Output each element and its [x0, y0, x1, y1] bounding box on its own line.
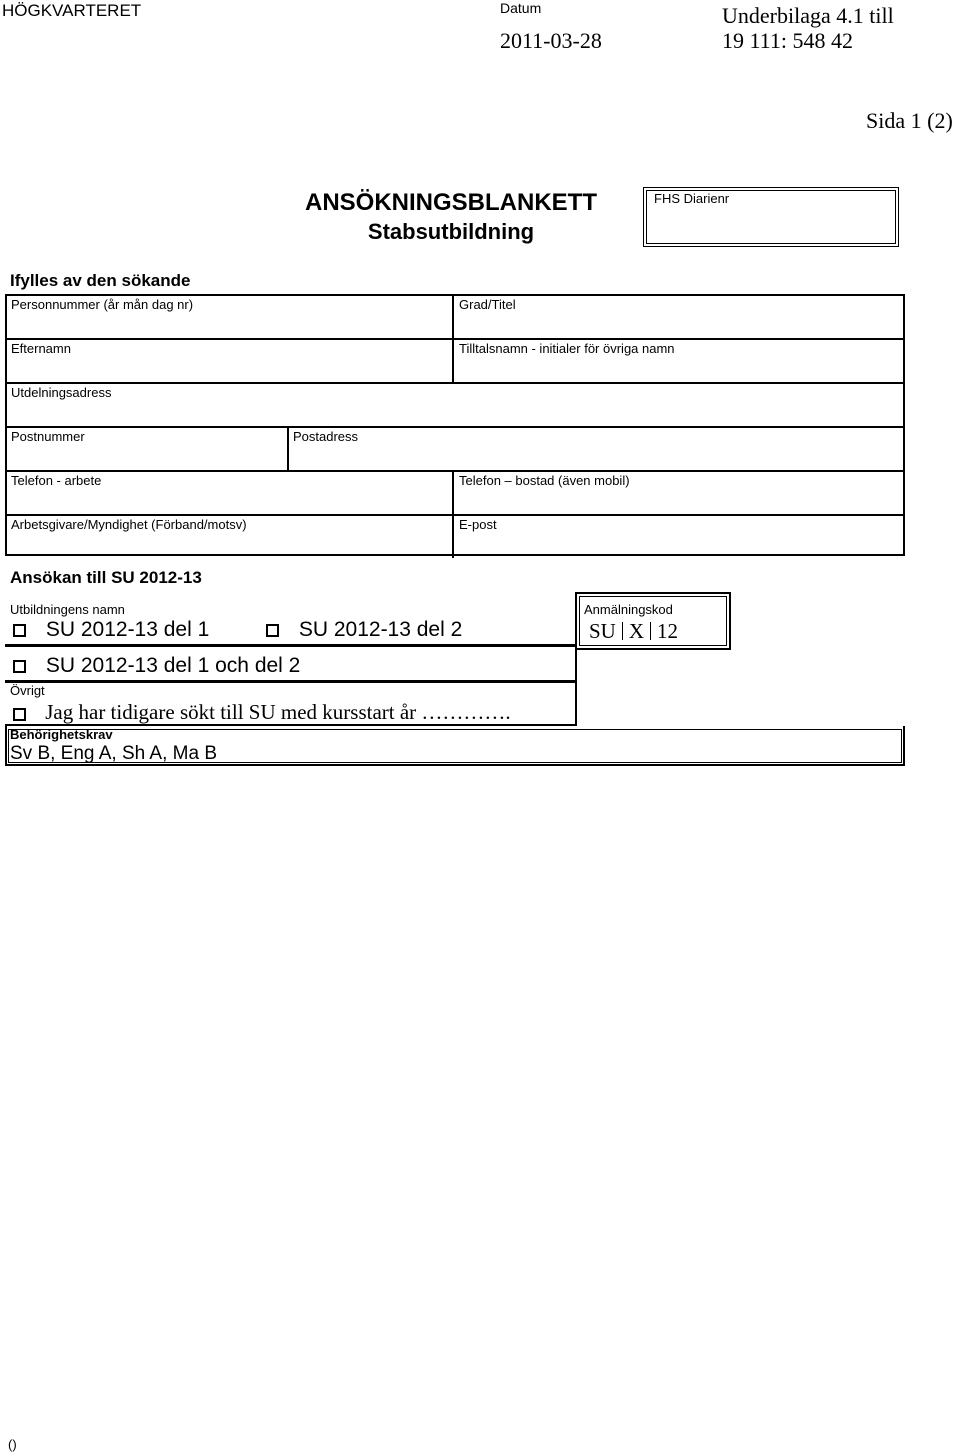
diarie-number-field[interactable] [643, 187, 899, 247]
code-separator [650, 622, 651, 640]
code-part-3: 12 [657, 619, 679, 643]
requirements-label: Behörighetskrav [10, 727, 113, 742]
organization-name: HÖGKVARTERET [2, 1, 142, 20]
checkbox-icon[interactable] [13, 660, 26, 673]
efternamn-label: Efternamn [11, 341, 71, 356]
code-part-1: SU [589, 619, 616, 643]
postnummer-field[interactable] [7, 428, 287, 470]
utdelningsadress-field[interactable] [7, 384, 903, 426]
previous-application-option[interactable] [13, 700, 511, 725]
reference-line-1: Underbilaga 4.1 till [722, 3, 894, 28]
option-del-1-och-2-label: SU 2012-13 del 1 och del 2 [45, 654, 301, 677]
checkbox-icon[interactable] [13, 624, 26, 637]
epost-label: E-post [459, 517, 497, 532]
telefon-bostad-field[interactable] [454, 472, 903, 514]
page-number: Sida 1 (2) [866, 108, 953, 133]
checkbox-icon[interactable] [266, 624, 279, 637]
arbetsgivare-field[interactable] [7, 516, 452, 556]
code-part-2: X [628, 619, 645, 643]
applicant-details-grid [5, 294, 905, 556]
option-del-1-label: SU 2012-13 del 1 [45, 618, 210, 641]
footer-text: () [8, 1437, 17, 1452]
option-del-2-label: SU 2012-13 del 2 [298, 618, 463, 641]
application-section-title: Ansökan till SU 2012-13 [10, 568, 202, 587]
option-del-1[interactable] [13, 618, 209, 642]
personnummer-label: Personnummer (år mån dag nr) [11, 297, 194, 312]
utdelningsadress-label: Utdelningsadress [11, 385, 112, 400]
date-label: Datum [500, 0, 542, 16]
registration-code-label: Anmälningskod [584, 602, 673, 617]
tilltalsnamn-field[interactable] [454, 340, 903, 382]
postadress-label: Postadress [293, 429, 359, 444]
option-del-2[interactable] [266, 618, 462, 642]
previous-application-label: Jag har tidigare sökt till SU med kursstart år …………. [45, 700, 511, 724]
reference-line-2: 19 111: 548 42 [722, 28, 853, 53]
telefon-arbete-label: Telefon - arbete [11, 473, 102, 488]
code-separator [622, 622, 623, 640]
arbetsgivare-label: Arbetsgivare/Myndighet (Förband/motsv) [11, 517, 247, 532]
personnummer-field[interactable] [7, 296, 452, 338]
option-del-1-och-2[interactable] [13, 654, 300, 678]
grad-titel-field[interactable] [454, 296, 903, 338]
form-title: ANSÖKNINGSBLANKETT [305, 189, 597, 216]
checkbox-icon[interactable] [13, 708, 26, 721]
tilltalsnamn-label: Tilltalsnamn - initialer för övriga namn [459, 341, 675, 356]
applicant-section-title: Ifylles av den sökande [10, 271, 191, 290]
form-subtitle: Stabsutbildning [367, 219, 535, 244]
date-value: 2011-03-28 [500, 28, 602, 53]
telefon-arbete-field[interactable] [7, 472, 452, 514]
course-name-label: Utbildningens namn [10, 602, 125, 617]
registration-code-box [575, 592, 731, 650]
telefon-bostad-label: Telefon – bostad (även mobil) [459, 473, 630, 488]
grad-titel-label: Grad/Titel [459, 297, 516, 312]
efternamn-field[interactable] [7, 340, 452, 382]
other-label: Övrigt [10, 683, 45, 698]
postadress-field[interactable] [289, 428, 903, 470]
registration-code-value [589, 619, 678, 644]
requirements-value: Sv B, Eng A, Sh A, Ma B [10, 743, 217, 764]
postnummer-label: Postnummer [11, 429, 85, 444]
diarie-number-label: FHS Diarienr [654, 191, 730, 206]
epost-field[interactable] [454, 516, 903, 556]
